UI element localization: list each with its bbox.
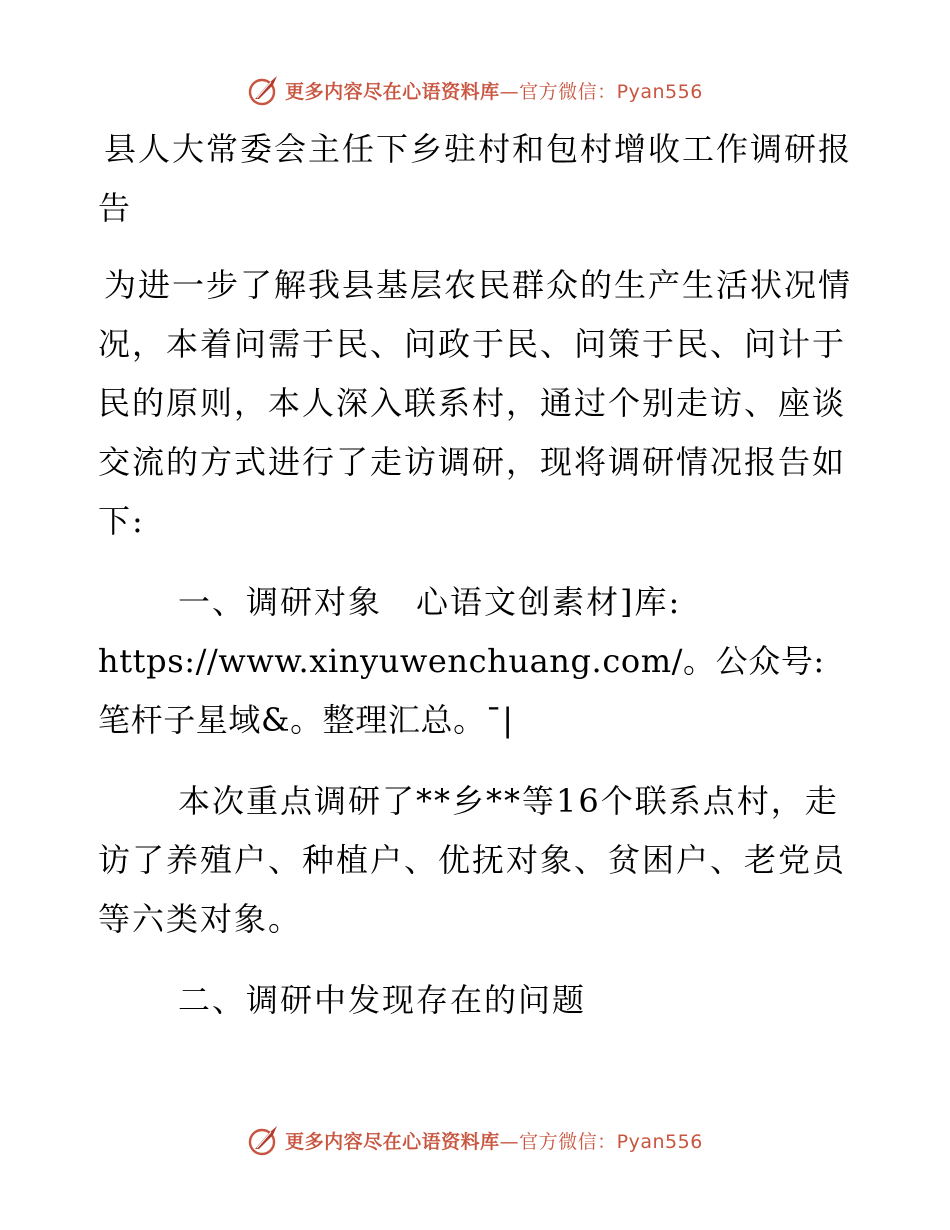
section1-heading: 一、调研对象 心语文创素材]库:	[178, 583, 682, 621]
footer-banner	[0, 1120, 950, 1160]
document-title: 县人大常委会主任下乡驻村和包村增收工作调研报告	[98, 130, 853, 227]
banner-site-text: 更多内容尽在心语资料库	[285, 1130, 500, 1153]
banner-text	[285, 1127, 703, 1154]
footer-banner-content	[247, 1123, 703, 1157]
banner-separator: —	[499, 1130, 520, 1153]
banner-wechat-text: 官方微信：Pyan556	[519, 80, 703, 103]
section2-heading: 二、调研中发现存在的问题	[178, 981, 587, 1019]
section1-source-line: https://www.xinyuwenchuang.com/。公众号: 笔杆子星域&。整理汇总。¯|	[98, 642, 825, 739]
document-body	[98, 120, 858, 1052]
intro-paragraph: 为进一步了解我县基层农民群众的生产生活状况情况，本着问需于民、问政于民、问策于民、问计于民的原则，本人深入联系村，通过个别走访、座谈交流的方式进行了走访调研，现将调研情况报告如下:	[98, 266, 853, 540]
banner-separator: —	[499, 80, 520, 103]
section1-body-paragraph: 本次重点调研了**乡**等16个联系点村，走访了养殖户、种植户、优抚对象、贫困户、老党员等六类对象。	[98, 782, 847, 938]
banner-text	[285, 77, 703, 104]
banner-site-text: 更多内容尽在心语资料库	[285, 80, 500, 103]
banner-wechat-text: 官方微信：Pyan556	[519, 1130, 703, 1153]
quill-pen-circle-icon	[247, 1123, 281, 1157]
header-banner	[0, 70, 950, 110]
quill-pen-circle-icon	[247, 73, 281, 107]
header-banner-content	[247, 73, 703, 107]
